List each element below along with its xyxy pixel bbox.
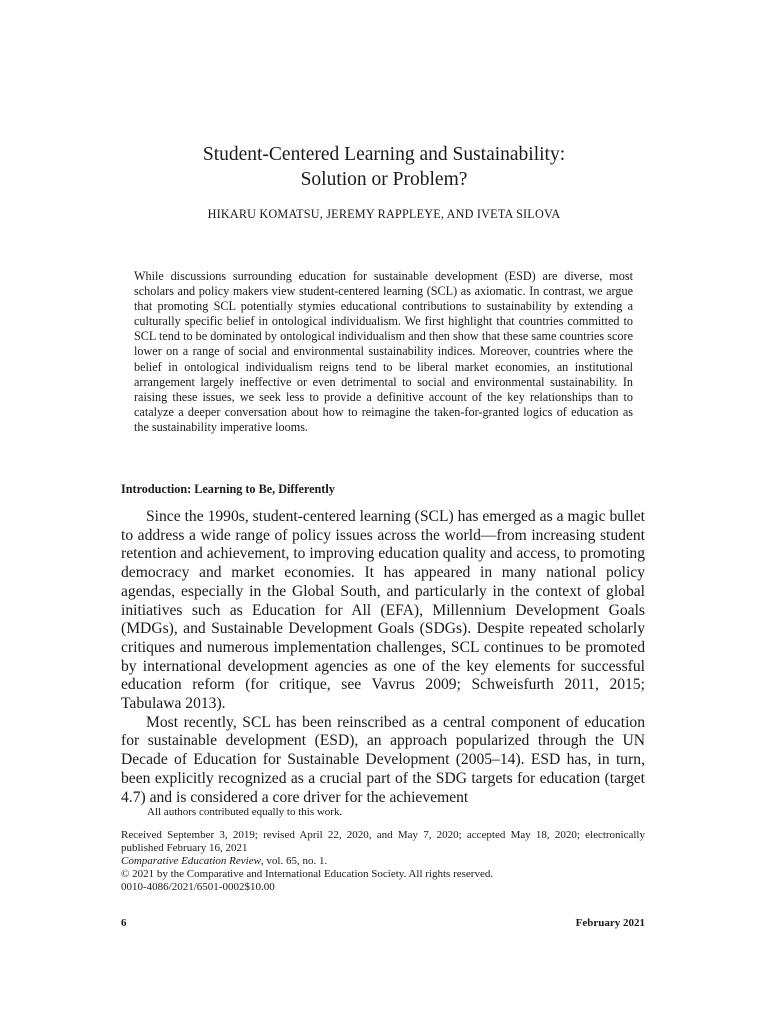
journal-details: , vol. 65, no. 1. (260, 855, 328, 867)
paragraph-1: Since the 1990s, student-centered learning (SCL) has emerged as a magic bullet to address a wide range of policy issues across the world—from increasing student retention and achievement, to improving education quality and access, to promoting democracy and market economies. It has appeared in many national policy agendas, especially in the Global South, and particularly in the context of global initiatives such as Education for All (EFA), Millennium Development Goals (MDGs), and Sustainable Development Goals (SDGs). Despite repeated scholarly critiques and numerous implementation challenges, SCL continues to be promoted by international development agencies as one of the key elements for successful education reform (for critique, see Vavrus 2009; Schweisfurth 2011, 2015; Tabulawa 2013). (121, 508, 645, 713)
received-dates: Received September 3, 2019; revised April 22, 2020, and May 7, 2020; accepted May 18, 2020; electronically published February 16, 2021 (121, 829, 645, 854)
section-heading: Introduction: Learning to Be, Differently (121, 482, 335, 496)
paragraph-2: Most recently, SCL has been reinscribed as a central component of education for sustainable development (ESD), an approach popularized through the UN Decade of Education for Sustainable Development (2005–14). ESD has, in turn, been explicitly recognized as a crucial part of the SDG targets for education (target 4.7) and is considered a core driver for the achievement (121, 713, 645, 806)
body-text (121, 508, 645, 807)
article-code: 0010-4086/2021/6501-0002$10.00 (121, 881, 275, 893)
author-list: HIKARU KOMATSU, JEREMY RAPPLEYE, AND IVETA SILOVA (207, 207, 561, 221)
title-line-1: Student-Centered Learning and Sustainability: (202, 144, 566, 165)
article-title (0, 142, 768, 192)
journal-citation (121, 855, 645, 868)
publication-info (121, 829, 645, 894)
title-line-2: Solution or Problem? (300, 169, 468, 190)
journal-name: Comparative Education Review (121, 855, 261, 867)
abstract: While discussions surrounding education for sustainable development (ESD) are diverse, most scholars and policy makers view student-centered learning (SCL) as axiomatic. In contrast, we argue that promoting SCL potentially stymies educational contributions to sustainability by extending a culturally specific belief in ontological individualism. We first highlight that countries committed to SCL tend to be dominated by ontological individualism and then show that these same countries score lower on a range of social and environmental sustainability indices. Moreover, countries where the belief in ontological individualism reigns tend to be liberal market economies, an institutional arrangement largely ineffective or even detrimental to social and environmental sustainability. In raising these issues, we seek less to provide a definitive account of the key relationships than to catalyze a deeper conversation about how to reimagine the taken-for-granted logics of education as the sustainability imperative looms. (134, 269, 633, 434)
author-footnote: All authors contributed equally to this work. (147, 806, 343, 818)
copyright-notice: © 2021 by the Comparative and International Education Society. All rights reserved. (121, 868, 494, 880)
issue-date: February 2021 (575, 917, 645, 929)
page-number: 6 (121, 917, 127, 929)
